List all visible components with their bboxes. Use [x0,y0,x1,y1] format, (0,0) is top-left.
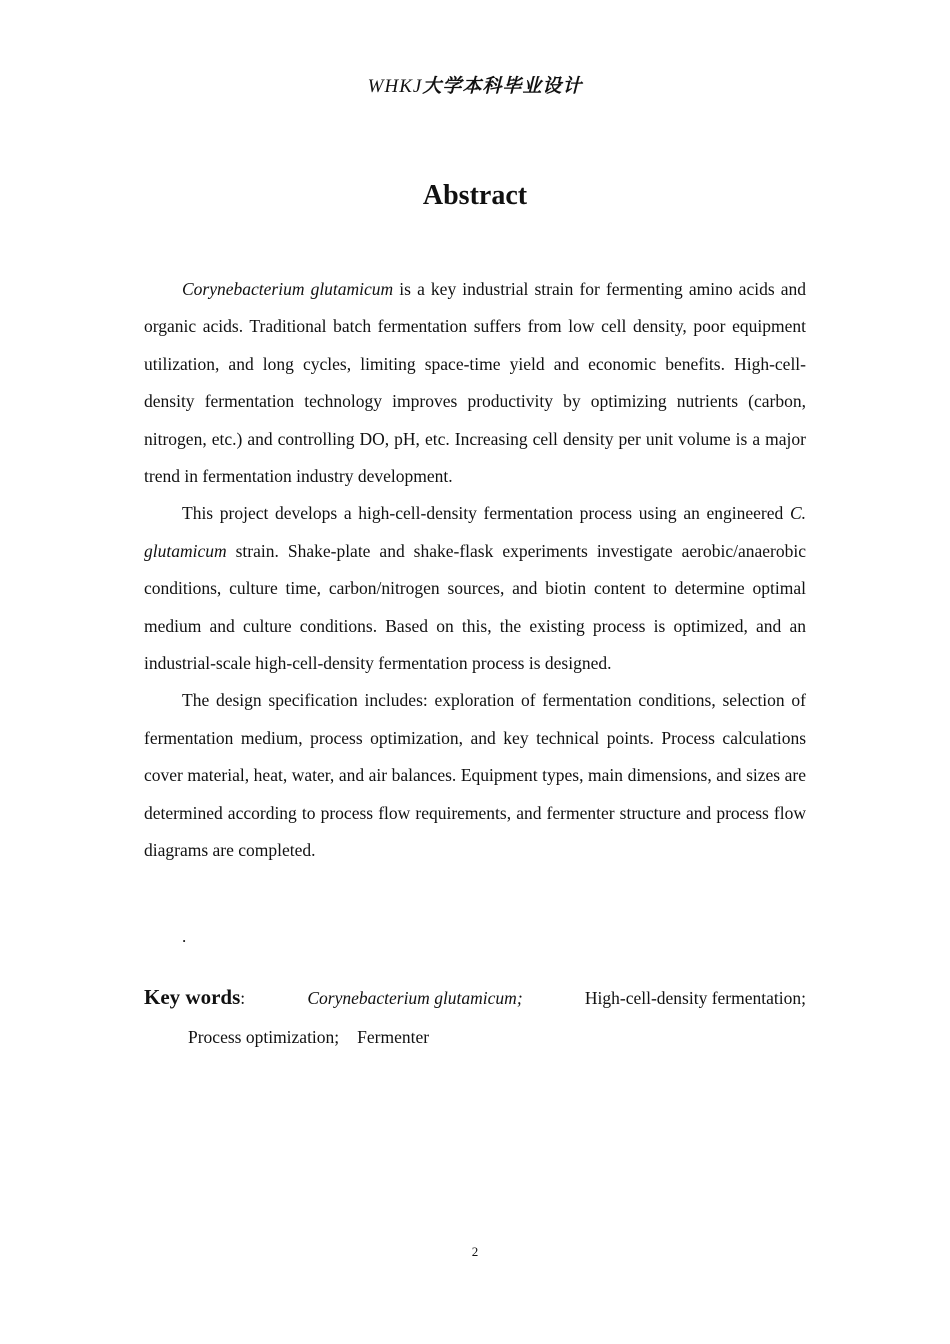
running-header [0,72,950,101]
header-cjk: 大学本科毕业设计 [422,75,583,97]
stray-period: . [182,927,187,946]
page-number: 2 [471,1244,479,1259]
paragraph-2-italic: C. glutamicum [144,503,806,561]
keyword-3: Process optimization; [188,1027,340,1047]
keywords-block [144,978,806,1057]
paragraph-2-text-after: strain. Shake-plate and shake-flask experiments investigate aerobic/anaerobic conditions, culture time, carbon/nitrogen sources, and biotin content to determine optimal medium and culture conditions. Based on this, the existing process is optimized, and an industrial-scale high-cell-density fermentation process is designed. [144,540,806,674]
abstract-body [144,271,806,870]
paragraph-3-text: The design specification includes: exploration of fermentation conditions, selection of fermentation medium, process optimization, and key technical points. Process calculations cover material, heat, water, and air balances. Equipment types, main dimensions, and sizes are determined according to process flow requirements, and fermenter structure and process flow diagrams are completed. [144,690,806,861]
header-latin: WHKJ [367,76,423,97]
keyword-4: Fermenter [357,1027,430,1047]
paragraph-1-italic-lead: Corynebacterium glutamicum [182,279,394,299]
abstract-paragraph-2 [144,495,806,682]
abstract-paragraph-1 [144,271,806,495]
keywords-line-1 [144,978,806,1018]
keywords-label-group [144,978,245,1018]
keyword-1: Corynebacterium glutamicum; [307,988,523,1008]
keywords-line-2 [144,1018,806,1057]
keyword-2: High-cell-density fermentation; [584,988,806,1008]
abstract-paragraph-3 [144,682,806,869]
paragraph-1-text: is a key industrial strain for fermenting amino acids and organic acids. Traditional batch fermentation suffers from low cell density, poor equipment utilization, and long cycles, limiting space-time yield and economic benefits. High-cell-density fermentation technology improves productivity by optimizing nutrients (carbon, nitrogen, etc.) and controlling DO, pH, etc. Increasing cell density per unit volume is a major trend in fermentation industry development. [144,279,806,487]
paragraph-2-text-before: This project develops a high-cell-density fermentation process using an engineered [182,503,790,524]
keywords-colon: : [240,988,246,1008]
keywords-label: Key words [144,985,241,1009]
page-title: Abstract [422,180,528,211]
